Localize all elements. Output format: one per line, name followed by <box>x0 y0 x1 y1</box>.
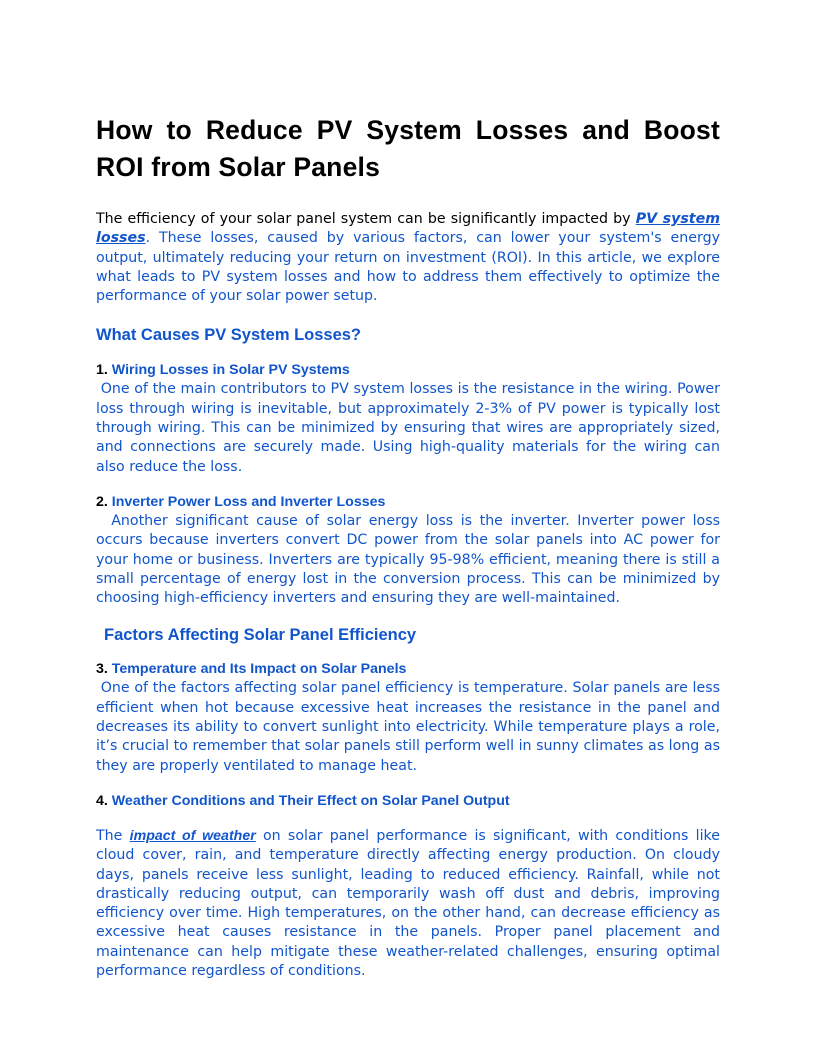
intro-lead-text: The efficiency of your solar panel system can be significantly impacted by <box>96 211 636 227</box>
item-heading-1 <box>96 361 720 380</box>
item-number-2: 2. <box>96 493 108 510</box>
item-body-1: One of the main contributors to PV system losses is the resistance in the wiring. Power loss through wiring is inevitable, but approximately 2-3% of PV power is typically lost through wiring. This can be minimized by ensuring that wires are appropriately sized, and connections are securely made. Using high-quality materials for the wiring can also reduce the loss. <box>96 381 725 475</box>
item-number-1: 1. <box>96 362 108 379</box>
impact-of-weather-link[interactable]: impact of weather <box>129 827 256 844</box>
item-body-4-rest: on solar panel performance is significant, with conditions like cloud cover, rain, and temperature directly affecting energy production. On cloudy days, panels receive less sunlight, leading to reduced efficiency. Rainfall, while not drastically reducing output, can temporarily wash off dust and debris, improving efficiency over time. High temperatures, on the other hand, can decrease efficiency as excessive heat causes resistance in the panels. Proper panel placement and maintenance can help mitigate these weather-related challenges, ensuring optimal performance regardless of conditions. <box>96 827 720 980</box>
item-body-4 <box>96 827 720 981</box>
item-title-2: Inverter Power Loss and Inverter Losses <box>111 493 386 510</box>
item-number-3: 3. <box>96 661 108 678</box>
item-title-3: Temperature and Its Impact on Solar Panels <box>111 661 407 678</box>
item-heading-3 <box>96 660 720 679</box>
item-title-4: Weather Conditions and Their Effect on Solar Panel Output <box>111 792 510 809</box>
intro-rest-text: . These losses, caused by various factors, can lower your system's energy output, ultimately reducing your return on investment (ROI). In this article, we explore what leads to PV system losses and how to address them effectively to optimize the performance of your solar power setup. <box>96 230 720 305</box>
item-body-2: Another significant cause of solar energy loss is the inverter. Inverter power loss occurs because inverters convert DC power from the solar panels into AC power for your home or business. Inverters are typically 95-98% efficient, meaning there is still a small percentage of energy lost in the conversion process. This can be minimized by choosing high-efficiency inverters and ensuring they are well-maintained. <box>96 512 725 607</box>
section-heading-causes: What Causes PV System Losses? <box>96 326 362 345</box>
item-body-3: One of the factors affecting solar panel efficiency is temperature. Solar panels are less efficient when hot because excessive heat increases the resistance in the panel and decreases its ability to convert sunlight into electricity. While temperature plays a role, it’s crucial to remember that solar panels still perform well in sunny climates as long as they are properly ventilated to manage heat. <box>96 680 725 774</box>
page-title: How to Reduce PV System Losses and Boost ROI from Solar Panels <box>96 115 720 182</box>
pv-system-losses-link[interactable]: PV system losses <box>96 211 720 247</box>
item-heading-4 <box>96 792 720 811</box>
item-heading-2 <box>96 493 720 512</box>
document-page <box>96 112 725 981</box>
section-heading-factors: Factors Affecting Solar Panel Efficiency <box>104 626 417 645</box>
item-number-4: 4. <box>96 792 108 809</box>
intro-paragraph <box>96 210 720 306</box>
item-title-1: Wiring Losses in Solar PV Systems <box>111 362 350 379</box>
item-body-4-lead: The <box>96 827 130 844</box>
